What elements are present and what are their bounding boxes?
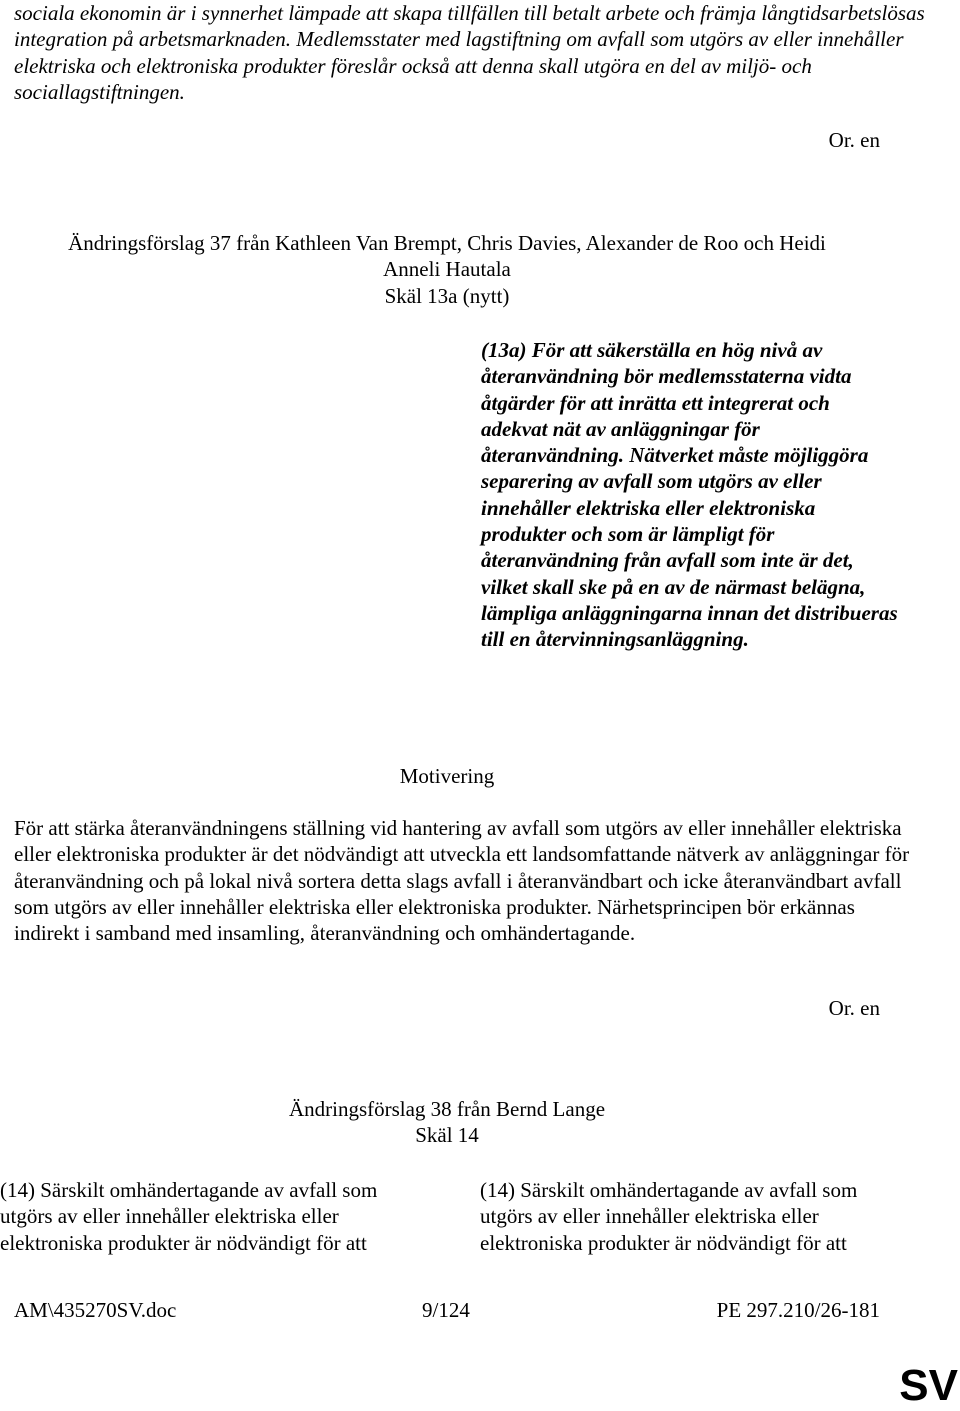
amendment-37-recital: Skäl 13a (nytt)	[384, 283, 510, 308]
intro-paragraph: sociala ekonomin är i synnerhet lämpade att skapa tillfällen till betalt arbete och främja långtidsarbetslösas integration på arbetsmarknaden. Medlemsstater med lagstiftning om avfall som utgörs av eller innehåller elektriska och elektroniska produkter föreslår också att denna skall utgöra en del av miljö- och sociallagstiftningen.	[14, 1, 925, 104]
amendment-38-amended-text: (14) Särskilt omhändertagande av avfall som utgörs av eller innehåller elektriska eller elektroniska produkter är nödvändigt för att	[480, 1178, 858, 1255]
motivering-paragraph: För att stärka återanvändningens ställning vid hantering av avfall som utgörs av eller innehåller elektriska eller elektroniska produkter är det nödvändigt att utveckla ett landsomfattande nätverk av anläggningar för återanvändning och på lokal nivå sortera detta slags avfall i återanvändbart och icke återanvändbart avfall som utgörs av eller innehåller elektriska eller elektroniska produkter. Närhetsprincipen bör erkännas indirekt i samband med insamling, återanvändning och omhändertagande.	[14, 816, 910, 946]
amendment-37-heading	[0, 230, 894, 309]
original-language-note: Or. en	[828, 128, 880, 152]
amendment-37-title-line2: Anneli Hautala	[383, 257, 511, 282]
amendment-37-title-line1: Ändringsförslag 37 från Kathleen Van Brempt, Chris Davies, Alexander de Roo och Heidi	[68, 231, 826, 255]
language-badge: SV	[899, 1361, 958, 1410]
footer-doc-ref: AM\435270SV.doc	[14, 1298, 177, 1322]
footer-page-number: 9/124	[422, 1298, 470, 1322]
amendment-38-title: Ändringsförslag 38 från Bernd Lange	[288, 1097, 606, 1121]
amendment-37-text: (13a) För att säkerställa en hög nivå av återanvändning bör medlemsstaterna vidta åtgärder för att inrätta ett integrerat och adekvat nät av anläggningar för återanvändning. Nätverket måste möjliggöra separering av avfall som utgörs av eller innehåller elektriska eller elektroniska produkter och som är lämpligt för återanvändning från avfall som inte är det, vilket skall ske på en av de närmast belägna, lämpliga anläggningarna innan det distribueras till en återvinningsanläggning.	[481, 338, 898, 652]
amendment-38-recital: Skäl 14	[415, 1123, 479, 1148]
amendment-38-commission-text: (14) Särskilt omhändertagande av avfall som utgörs av eller innehåller elektriska eller elektroniska produkter är nödvändigt för att	[0, 1178, 378, 1255]
original-language-note: Or. en	[828, 996, 880, 1020]
amendment-38-heading	[0, 1096, 894, 1149]
footer-pe-ref: PE 297.210/26-181	[716, 1298, 880, 1322]
motivering-heading: Motivering	[399, 764, 495, 788]
